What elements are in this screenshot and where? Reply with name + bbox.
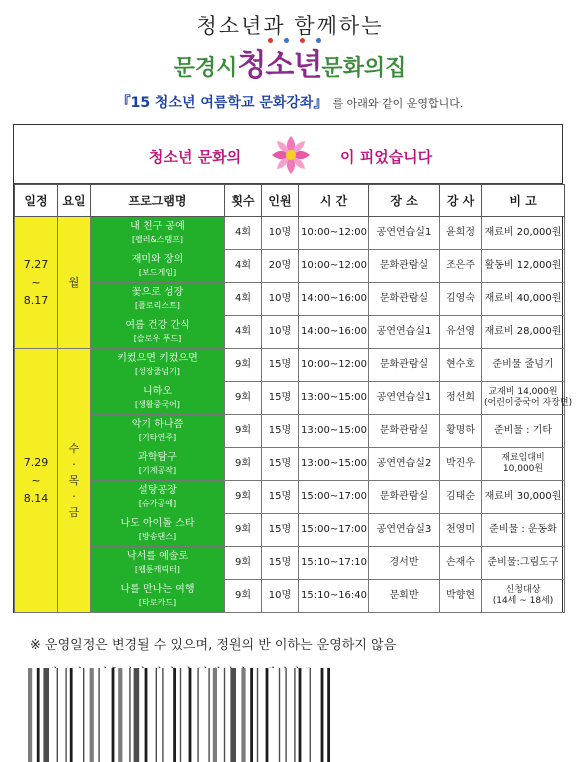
flower-icon: [268, 132, 314, 178]
weekday-text: ·: [72, 457, 76, 471]
note-cell: [482, 382, 573, 415]
barcode-bar: [208, 668, 209, 762]
program-name-cell: [91, 283, 225, 316]
table-row: [15, 316, 565, 349]
banner-left: 청소년 문화의: [149, 148, 242, 166]
note-line-1: ※ 운영일정은 변경될 수 있으며, 정원의 반 이하는 운영하지 않음: [30, 638, 397, 653]
program-name: 니하오: [143, 386, 172, 397]
barcode-bar: [224, 668, 225, 762]
teacher-cell: 황명하: [440, 415, 482, 448]
program-name-cell: [91, 448, 225, 481]
program-name: 나도 아이돌 스타: [120, 518, 195, 529]
teacher-cell: 윤희정: [440, 217, 482, 250]
teacher-cell: 김태순: [440, 481, 482, 514]
weekday-text: 목: [68, 473, 80, 487]
barcode-bar: [145, 668, 148, 762]
program-name: 낙서를 예술로: [126, 551, 189, 562]
barcode-bar: [230, 668, 236, 762]
barcode-bar: [37, 668, 40, 762]
table-row: [15, 580, 565, 613]
place-cell: 문회반: [369, 580, 440, 613]
note-text: 준비물 : 기타: [493, 425, 553, 436]
people-cell: 20명: [262, 250, 299, 283]
note-text: 준비물:그림도구: [487, 557, 559, 568]
people-cell: 15명: [262, 382, 299, 415]
teacher-cell: 김영숙: [440, 283, 482, 316]
note-text: 교재비 14,000원: [488, 387, 558, 397]
program-category: [생활중국어]: [135, 400, 180, 409]
barcode-bar: [173, 668, 176, 762]
place-cell: 문화관람실: [369, 415, 440, 448]
program-category: [기계공작]: [138, 466, 177, 475]
program-name: 내 친구 공예: [130, 221, 185, 232]
count-cell: 9회: [225, 481, 262, 514]
program-category: [펠러&스탬프]: [131, 235, 184, 244]
program-category: [웹툰캐릭터]: [135, 565, 180, 574]
count-cell: 9회: [225, 514, 262, 547]
schedule-table: [13, 124, 573, 613]
barcode-bar: [310, 668, 311, 762]
barcode-bar: [162, 668, 163, 762]
table-row: [15, 283, 565, 316]
barcode-bar: [250, 668, 253, 762]
barcode-bar: [112, 668, 115, 762]
note-cell: [482, 448, 565, 481]
header-cell: 요일: [58, 185, 91, 217]
program-category: [플로리스트]: [135, 301, 180, 310]
date-range-cell: [15, 217, 58, 349]
place-cell: 공연연습실1: [369, 316, 440, 349]
barcode-bar: [257, 668, 258, 762]
barcode-bar: [266, 668, 269, 762]
place-cell: 문화관람실: [369, 283, 440, 316]
program-name-cell: [91, 316, 225, 349]
barcode-bar: [299, 668, 302, 762]
header-cell: 비 고: [482, 185, 565, 217]
time-cell: 14:00~16:00: [299, 316, 369, 349]
table-row: [15, 382, 565, 415]
date-text: 8.17: [23, 293, 49, 307]
note-cell: [482, 415, 565, 448]
program-name-cell: [91, 580, 225, 613]
note-cell: [482, 316, 565, 349]
barcode-bar: [279, 668, 280, 762]
barcode-bar: [241, 668, 245, 762]
barcode-bar: [189, 668, 192, 762]
program-name: 나를 만나는 여행: [120, 584, 195, 595]
note-cell: [482, 349, 565, 382]
count-cell: 9회: [225, 382, 262, 415]
brand-mid: 청소년: [237, 48, 322, 83]
barcode-bar: [213, 668, 217, 762]
weekday-text: 수: [68, 441, 80, 455]
table-row: [15, 547, 565, 580]
place-cell: 공연연습실1: [369, 217, 440, 250]
time-cell: 10:00~12:00: [299, 217, 369, 250]
program-name: 과학탐구: [138, 452, 177, 463]
subtitle: [0, 92, 580, 112]
subtitle-tail: 를 아래와 같이 운영합니다.: [332, 97, 464, 110]
count-cell: 9회: [225, 580, 262, 613]
count-cell: 4회: [225, 316, 262, 349]
barcode-bar: [57, 668, 58, 762]
table-row: [15, 448, 565, 481]
date-range-cell: [15, 349, 58, 613]
program-name: 키컸으면 키컸으면: [117, 353, 198, 364]
barcode-bar: [70, 668, 73, 762]
barcode-bar: [65, 668, 66, 762]
people-cell: 15명: [262, 415, 299, 448]
people-cell: 15명: [262, 349, 299, 382]
note-subtext: (14세 ~ 18세): [492, 596, 554, 606]
header-cell: 일정: [15, 185, 58, 217]
brand-left: 문경시: [173, 56, 238, 81]
date-text: ~: [31, 275, 41, 289]
place-cell: 공연연습실3: [369, 514, 440, 547]
place-cell: 경서반: [369, 547, 440, 580]
program-name-cell: [91, 349, 225, 382]
people-cell: 10명: [262, 217, 299, 250]
note-cell: [482, 481, 565, 514]
program-name: 재미와 장의: [131, 254, 184, 265]
teacher-cell: 유선영: [440, 316, 482, 349]
header-cell: 장 소: [369, 185, 440, 217]
program-category: [슬로우 푸드]: [133, 334, 182, 343]
note-text: 준비물 : 운동화: [489, 524, 557, 535]
time-cell: 10:00~12:00: [299, 250, 369, 283]
table-row: [15, 349, 565, 382]
barcode-bar: [28, 668, 32, 762]
barcode-bar: [98, 668, 99, 762]
people-cell: 10명: [262, 283, 299, 316]
note-cell: [482, 217, 565, 250]
barcode-bar: [129, 668, 130, 762]
table-row: [15, 481, 565, 514]
teacher-cell: 정선희: [440, 382, 482, 415]
note-cell: [482, 547, 565, 580]
barcode-bar: [327, 668, 330, 762]
place-cell: 공연연습실1: [369, 382, 440, 415]
teacher-cell: 박진우: [440, 448, 482, 481]
note-text: 준비물 줄넘기: [492, 359, 554, 370]
teacher-cell: 손재수: [440, 547, 482, 580]
banner: [14, 125, 562, 184]
people-cell: 15명: [262, 547, 299, 580]
barcode-bar: [294, 668, 295, 762]
people-cell: 15명: [262, 481, 299, 514]
barcode-bar: [118, 668, 122, 762]
count-cell: 4회: [225, 217, 262, 250]
subtitle-main: 『15 청소년 여름학교 문화강좌』: [116, 95, 328, 111]
program-name: 여름 건강 간식: [125, 320, 190, 331]
barcode-bar: [43, 668, 49, 762]
count-cell: 4회: [225, 250, 262, 283]
place-cell: 문화관람실: [369, 481, 440, 514]
note-cell: [482, 514, 565, 547]
weekday-cell: [58, 349, 91, 613]
barcode-bar: [285, 668, 286, 762]
header-cell: 시 간: [299, 185, 369, 217]
time-cell: 15:10~17:10: [299, 547, 369, 580]
barcode-bar: [180, 668, 181, 762]
time-cell: 15:00~17:00: [299, 481, 369, 514]
count-cell: 9회: [225, 349, 262, 382]
table-row: [15, 514, 565, 547]
top-title: 청소년과 함께하는: [196, 14, 384, 38]
program-name-cell: [91, 481, 225, 514]
program-name-cell: [91, 514, 225, 547]
count-cell: 9회: [225, 415, 262, 448]
time-cell: 13:00~15:00: [299, 382, 369, 415]
program-category: [성장줄넘기]: [135, 367, 180, 376]
weekday-text: 월: [68, 275, 80, 289]
teacher-cell: 천영미: [440, 514, 482, 547]
note-subtext: 10,000원: [502, 464, 544, 474]
program-name-cell: [91, 382, 225, 415]
program-category: [보드게임]: [138, 268, 177, 277]
people-cell: 10명: [262, 580, 299, 613]
weekday-cell: [58, 217, 91, 349]
barcode-bar: [321, 668, 324, 762]
note-text: 재료비 30,000원: [484, 491, 562, 502]
note-text: 재료비 40,000원: [484, 293, 562, 304]
program-category: [슈가공예]: [138, 499, 177, 508]
place-cell: 공연연습실2: [369, 448, 440, 481]
program-name: 설탕공장: [138, 485, 177, 496]
table-row: [15, 415, 565, 448]
count-cell: 9회: [225, 448, 262, 481]
note-cell: [482, 250, 565, 283]
time-cell: 15:10~16:40: [299, 580, 369, 613]
program-category: [타로카드]: [138, 598, 177, 607]
note-text: 신청대상: [505, 585, 541, 595]
note-cell: [482, 283, 565, 316]
program-category: [기타연주]: [138, 433, 177, 442]
note-subtext: (어린이중국어 자장면): [484, 398, 573, 408]
table-row: [15, 217, 565, 250]
program-name: 꽃으로 성장: [131, 287, 184, 298]
note-text: 활동비 12,000원: [484, 260, 562, 271]
time-cell: 15:00~17:00: [299, 514, 369, 547]
time-cell: 13:00~15:00: [299, 448, 369, 481]
brand-right: 문화의집: [321, 56, 407, 81]
program-table: [14, 184, 573, 613]
barcode-bar: [134, 668, 140, 762]
weekday-text: 금: [68, 505, 80, 519]
people-cell: 15명: [262, 448, 299, 481]
weekday-text: ·: [72, 489, 76, 503]
teacher-cell: 조은주: [440, 250, 482, 283]
note-text: 재료비 20,000원: [484, 227, 562, 238]
note-text: 재료비 28,000원: [484, 326, 562, 337]
barcode-bar: [156, 668, 157, 762]
header-cell: 인원: [262, 185, 299, 217]
date-text: 7.29: [23, 455, 49, 469]
date-text: 7.27: [23, 257, 49, 271]
teacher-cell: 현수호: [440, 349, 482, 382]
program-name-cell: [91, 547, 225, 580]
date-text: ~: [31, 473, 41, 487]
program-name: 악기 하나쯤: [131, 419, 184, 430]
banner-right: 이 피었습니다: [340, 148, 433, 166]
program-name-cell: [91, 217, 225, 250]
header-cell: 강 사: [440, 185, 482, 217]
date-text: 8.14: [23, 491, 49, 505]
barcode-bar: [90, 668, 94, 762]
time-cell: 14:00~16:00: [299, 283, 369, 316]
note-cell: [482, 580, 565, 613]
count-cell: 9회: [225, 547, 262, 580]
table-row: [15, 250, 565, 283]
barcode-redaction-icon: [28, 668, 378, 762]
place-cell: 문화관람실: [369, 250, 440, 283]
table-header-row: [15, 185, 565, 217]
people-cell: 10명: [262, 316, 299, 349]
header-cell: 횟수: [225, 185, 262, 217]
header-cell: 프로그램명: [91, 185, 225, 217]
time-cell: 10:00~12:00: [299, 349, 369, 382]
program-category: [방송댄스]: [138, 532, 177, 541]
place-cell: 문화관람실: [369, 349, 440, 382]
time-cell: 13:00~15:00: [299, 415, 369, 448]
teacher-cell: 박향현: [440, 580, 482, 613]
program-name-cell: [91, 415, 225, 448]
people-cell: 15명: [262, 514, 299, 547]
note-text: 재료임대비: [501, 453, 545, 463]
barcode-bar: [197, 668, 198, 762]
program-name-cell: [91, 250, 225, 283]
brand-logo: [0, 40, 580, 84]
count-cell: 4회: [225, 283, 262, 316]
barcode-bar: [83, 668, 84, 762]
